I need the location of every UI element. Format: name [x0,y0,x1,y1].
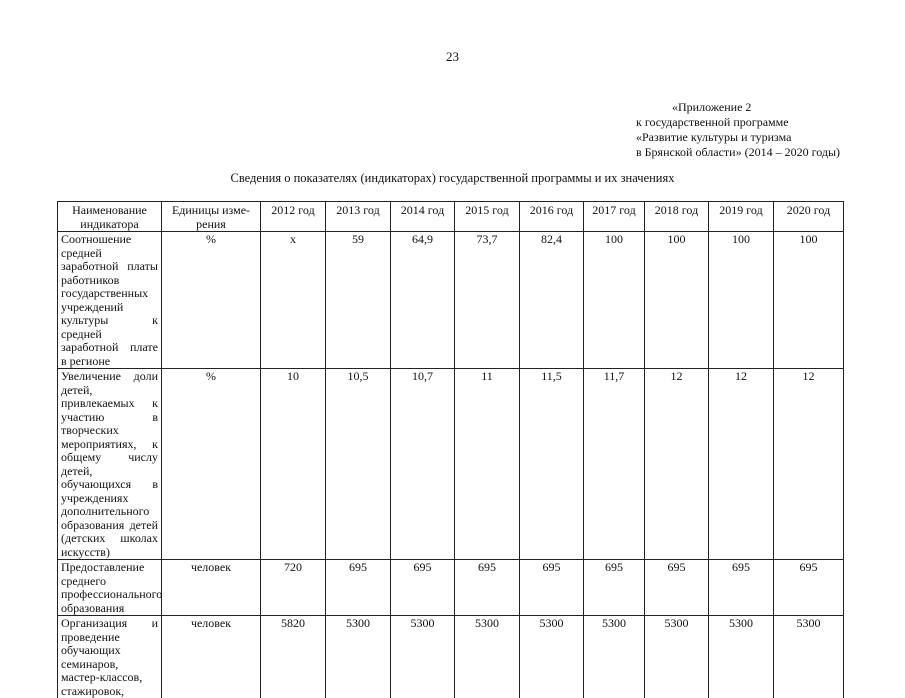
indicator-unit: % [162,232,261,369]
value-cell: 5820 [261,616,326,698]
appendix-line: в Брянской области» (2014 – 2020 годы) [636,145,840,160]
value-cell: 5300 [709,616,774,698]
header-year: 2015 год [455,202,520,232]
value-cell: 5300 [774,616,844,698]
value-cell: 10,7 [391,369,455,560]
value-cell: 100 [584,232,645,369]
value-cell: 695 [455,560,520,616]
appendix-line: «Приложение 2 [636,100,840,115]
value-cell: 5300 [584,616,645,698]
header-year: 2017 год [584,202,645,232]
header-name: Наименование индикатора [58,202,162,232]
value-cell: 11,7 [584,369,645,560]
value-cell: 11 [455,369,520,560]
value-cell: 100 [774,232,844,369]
value-cell: 5300 [455,616,520,698]
value-cell: 695 [584,560,645,616]
header-year: 2016 год [520,202,584,232]
header-year: 2012 год [261,202,326,232]
value-cell: 100 [709,232,774,369]
header-year: 2019 год [709,202,774,232]
table-row [58,369,844,560]
value-cell: 5300 [391,616,455,698]
appendix-line: к государственной программе [636,115,840,130]
indicator-name: Соотношение средней заработной платы работников государственных учреждений культуры к средней заработной плате в регионе [58,232,162,369]
document-title: Сведения о показателях (индикаторах) государственной программы и их значениях [0,171,905,186]
value-cell: 695 [520,560,584,616]
indicators-table [57,201,844,698]
value-cell: 695 [709,560,774,616]
header-year: 2018 год [645,202,709,232]
value-cell: 10,5 [326,369,391,560]
value-cell: 10 [261,369,326,560]
page-number: 23 [0,49,905,65]
value-cell: 720 [261,560,326,616]
value-cell: 12 [774,369,844,560]
value-cell: 695 [774,560,844,616]
table-row [58,616,844,698]
header-year: 2013 год [326,202,391,232]
value-cell: 695 [645,560,709,616]
value-cell: 82,4 [520,232,584,369]
indicator-unit: человек [162,560,261,616]
value-cell: 5300 [645,616,709,698]
value-cell: 12 [709,369,774,560]
table-row [58,560,844,616]
value-cell: 11,5 [520,369,584,560]
value-cell: 59 [326,232,391,369]
value-cell: х [261,232,326,369]
value-cell: 5300 [326,616,391,698]
value-cell: 695 [326,560,391,616]
appendix-note [636,100,840,160]
indicator-name: Предоставление среднего профессионального образования [58,560,162,616]
appendix-line: «Развитие культуры и туризма [636,130,840,145]
value-cell: 5300 [520,616,584,698]
header-year: 2014 год [391,202,455,232]
value-cell: 73,7 [455,232,520,369]
value-cell: 64,9 [391,232,455,369]
header-year: 2020 год [774,202,844,232]
indicator-unit: человек [162,616,261,698]
value-cell: 695 [391,560,455,616]
value-cell: 12 [645,369,709,560]
indicator-name: Увеличение доли детей, привлекаемых к участию в творческих мероприятиях, к общему числу детей, обучающихся в учреждениях дополнительного образования детей (детских школах искусств) [58,369,162,560]
indicator-unit: % [162,369,261,560]
value-cell: 100 [645,232,709,369]
header-unit: Единицы изме-рения [162,202,261,232]
indicator-name: Организация и проведение обучающих семинаров, мастер-классов, стажировок, [58,616,162,698]
table-row [58,232,844,369]
table-header-row [58,202,844,232]
